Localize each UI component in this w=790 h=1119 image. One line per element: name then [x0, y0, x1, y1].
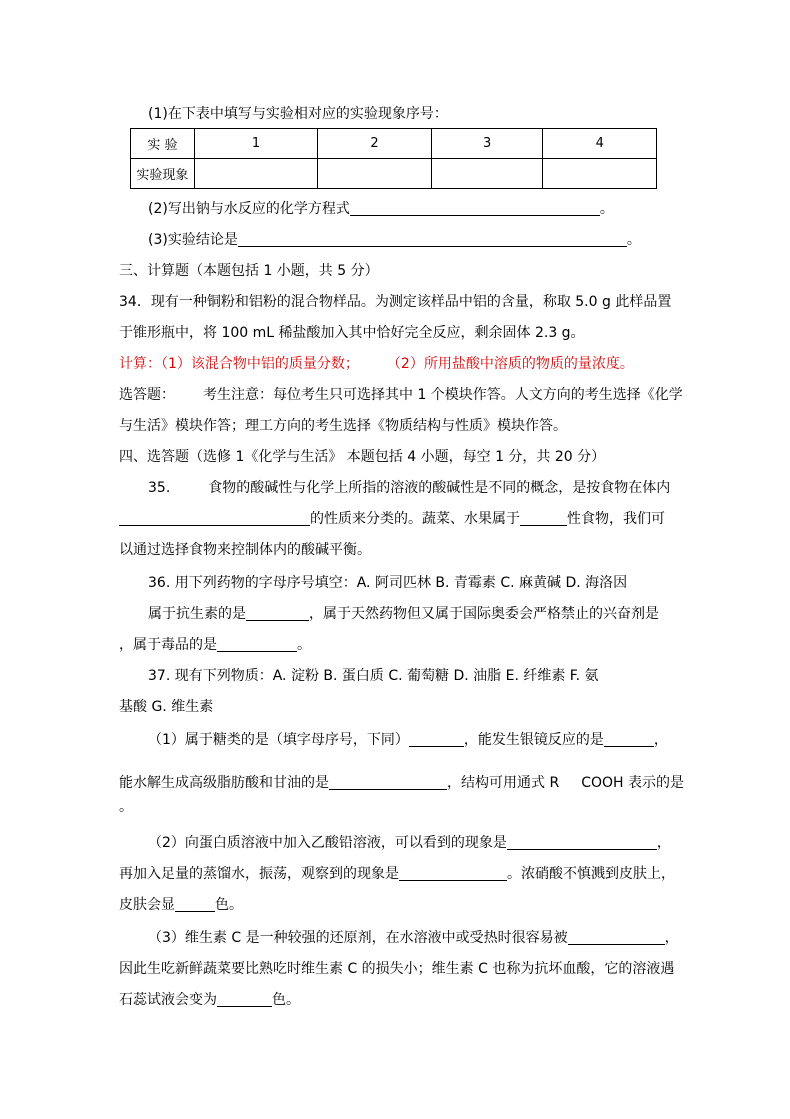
q37-part2-line2 — [119, 864, 675, 884]
q37-line2: 基酸 G. 维生素 — [119, 699, 214, 715]
q37-text8: ， — [656, 835, 671, 851]
answer-blank[interactable] — [409, 731, 464, 747]
q37-part1-line2 — [119, 773, 684, 793]
table-row — [131, 129, 657, 159]
answer-blank[interactable] — [238, 231, 627, 247]
q36-text3: ，属于毒品的是 — [119, 637, 217, 653]
q35-text3: 性食物，我们可 — [567, 511, 665, 527]
q37-text9: 再加入足量的蒸馏水，振荡，观察到的现象是 — [119, 866, 399, 882]
q37-text10: 。浓硝酸不慎溅到皮肤上， — [507, 866, 675, 882]
answer-cell-1[interactable] — [194, 159, 318, 189]
q37-text13: （3）维生素 C 是一种较强的还原剂，在水溶液中或受热时很容易被 — [148, 930, 568, 946]
q35-number: 35. — [148, 480, 171, 496]
elective-label: 选答题： — [119, 387, 175, 403]
q37-text15: 石蕊试液会变为 — [119, 992, 217, 1008]
observation-table — [130, 128, 657, 189]
q35-text: 食物的酸碱性与化学上所指的溶液的酸碱性是不同的概念，是按食物在体内 — [208, 480, 671, 496]
q34-line2: 于锥形瓶中，将 100 mL 稀盐酸加入其中恰好完全反应，剩余固体 2.3 g。 — [119, 325, 585, 341]
q37-part3-line1 — [148, 928, 679, 948]
answer-cell-2[interactable] — [318, 159, 432, 189]
q33-part3-text: (3)实验结论是 — [148, 232, 238, 248]
q34-line1: 34．现有一种铜粉和铝粉的混合物样品。为测定该样品中铝的含量，称取 5.0 g 此样品置 — [119, 294, 672, 310]
q33-part2 — [148, 199, 614, 219]
q37-part2-line1 — [148, 833, 671, 853]
q37-text: （1）属于糖类的是（填字母序号，下同） — [148, 732, 409, 748]
q35-line3: 以通过选择食物来控制体内的酸碱平衡。 — [119, 542, 371, 558]
q37-text16: 色。 — [272, 992, 300, 1008]
q37-text6: COOH 表示的是 — [581, 775, 684, 791]
q36-text4: 。 — [297, 637, 311, 653]
answer-blank[interactable] — [329, 774, 447, 790]
table-row-label: 实 验 — [131, 129, 195, 159]
answer-blank[interactable] — [217, 991, 272, 1007]
answer-blank[interactable] — [217, 636, 297, 652]
q33-part2-end: 。 — [599, 201, 614, 217]
q34-calc-part2: （2）所用盐酸中溶质的物质的量浓度。 — [386, 356, 634, 372]
answer-cell-3[interactable] — [431, 159, 543, 189]
q33-part3 — [148, 230, 641, 250]
answer-blank[interactable] — [175, 896, 215, 912]
q37-text2: ，能发生银镜反应的是 — [463, 732, 604, 748]
q35-line2 — [119, 509, 665, 529]
section4-heading: 四、选答题（选修 1《化学与生活》 本题包括 4 小题，每空 1 分，共 20 分） — [119, 449, 606, 465]
answer-blank[interactable] — [350, 200, 600, 216]
answer-blank[interactable] — [399, 865, 507, 881]
section3-heading: 三、计算题（本题包括 1 小题，共 5 分） — [119, 263, 379, 279]
q35-line1 — [148, 478, 670, 498]
table-header-3: 3 — [431, 129, 543, 159]
q33-part3-end: 。 — [626, 232, 641, 248]
q37-line1: 37. 现有下列物质：A. 淀粉 B. 蛋白质 C. 葡萄糖 D. 油脂 E. 纤维素 F. 氨 — [148, 668, 599, 684]
answer-blank[interactable] — [246, 605, 309, 621]
q37-part2-line3 — [119, 895, 243, 915]
elective-note-line1 — [119, 385, 683, 405]
q35-text2: 的性质来分类的。蔬菜、水果属于 — [310, 511, 520, 527]
table-row — [131, 159, 657, 189]
table-header-4: 4 — [543, 129, 657, 159]
q33-part2-text: (2)写出钠与水反应的化学方程式 — [148, 201, 350, 217]
answer-cell-4[interactable] — [543, 159, 657, 189]
q33-part1: (1)在下表中填写与实验相对应的实验现象序号： — [148, 106, 448, 122]
answer-blank[interactable] — [520, 510, 567, 526]
elective-note-line2: 与生活》模块作答；理工方向的考生选择《物质结构与性质》模块作答。 — [119, 418, 567, 434]
q37-part1-line1 — [148, 730, 668, 750]
table-header-1: 1 — [194, 129, 318, 159]
q36-line1: 36. 用下列药物的字母序号填空：A. 阿司匹林 B. 青霉素 C. 麻黄碱 D. 海洛因 — [148, 575, 628, 591]
q37-text12: 色。 — [215, 897, 243, 913]
answer-blank[interactable] — [119, 510, 310, 526]
q36-text2: ，属于天然药物但又属于国际奥委会严格禁止的兴奋剂是 — [309, 606, 659, 622]
q37-text11: 皮肤会显 — [119, 897, 175, 913]
q36-line2 — [148, 604, 659, 624]
answer-blank[interactable] — [568, 929, 665, 945]
q34-calc — [119, 354, 634, 374]
q36-line3 — [119, 635, 311, 655]
q37-text5: ，结构可用通式 R — [447, 775, 560, 791]
table-header-2: 2 — [318, 129, 432, 159]
q37-text7: （2）向蛋白质溶液中加入乙酸铅溶液，可以看到的现象是 — [148, 835, 507, 851]
q37-part3-line3 — [119, 990, 300, 1010]
elective-text: 考生注意：每位考生只可选择其中 1 个模块作答。人文方向的考生选择《化学 — [203, 387, 683, 403]
q37-text3: ， — [653, 732, 668, 748]
answer-blank[interactable] — [507, 834, 657, 850]
table-row-label: 实验现象 — [131, 159, 195, 189]
q37-text4: 能水解生成高级脂肪酸和甘油的是 — [119, 775, 329, 791]
q37-part3-line2: 因此生吃新鲜蔬菜要比熟吃时维生素 C 的损失小；维生素 C 也称为抗坏血酸，它的溶液遇 — [119, 961, 675, 977]
q37-part1-line3: 。 — [119, 799, 133, 815]
q34-calc-part1: 计算：（1）该混合物中铝的质量分数； — [119, 356, 359, 372]
answer-blank[interactable] — [604, 731, 654, 747]
q37-text14: ， — [664, 930, 679, 946]
q36-text: 属于抗生素的是 — [148, 606, 246, 622]
